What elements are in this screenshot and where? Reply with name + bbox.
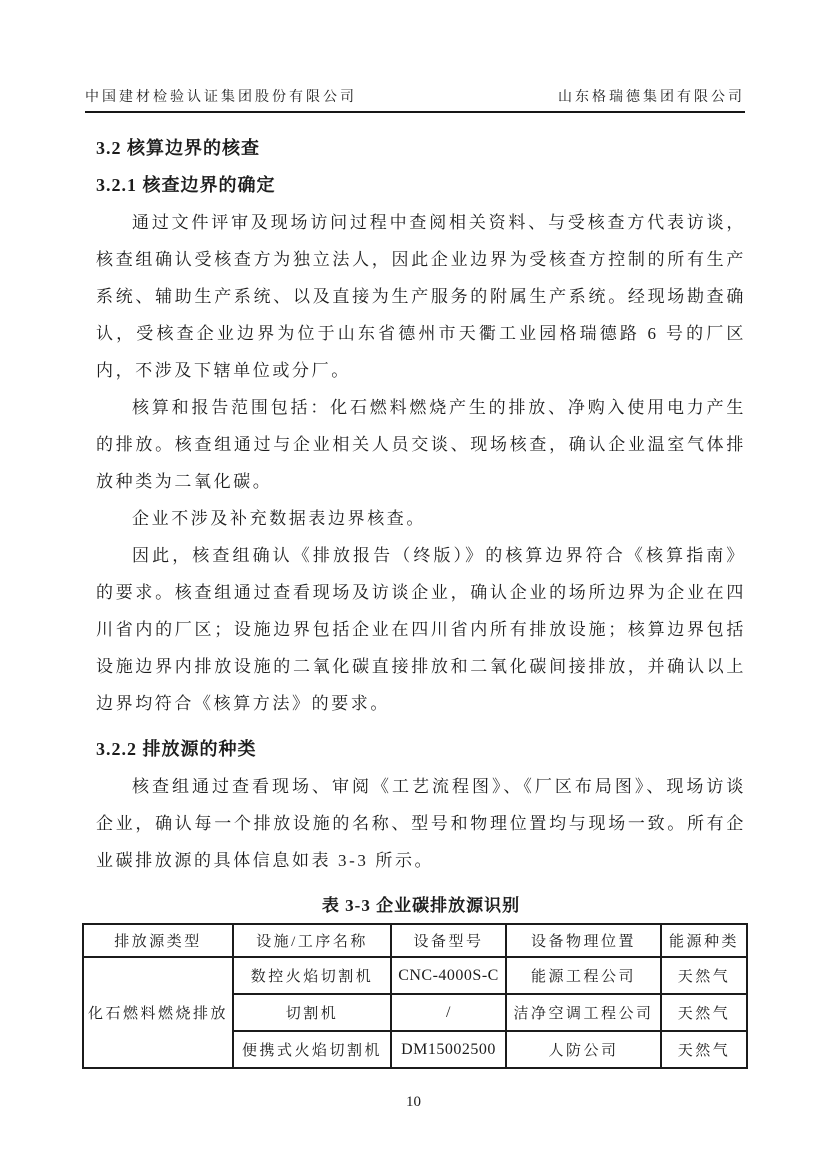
cell-energy: 天然气 xyxy=(661,957,747,994)
cell-energy: 天然气 xyxy=(661,994,747,1031)
cell-location: 人防公司 xyxy=(506,1031,661,1068)
col-header-source-type: 排放源类型 xyxy=(83,924,233,957)
cell-source-type: 化石燃料燃烧排放 xyxy=(83,957,233,1068)
document-body xyxy=(87,130,746,1069)
col-header-energy-type: 能源种类 xyxy=(661,924,747,957)
cell-facility: 便携式火焰切割机 xyxy=(233,1031,391,1068)
col-header-equipment-model: 设备型号 xyxy=(391,924,506,957)
cell-location: 能源工程公司 xyxy=(506,957,661,994)
paragraph-supplementary-data: 企业不涉及补充数据表边界核查。 xyxy=(132,509,426,528)
cell-facility: 数控火焰切割机 xyxy=(233,957,391,994)
paragraph-reporting-scope: 核算和报告范围包括：化石燃料燃烧产生的排放、净购入使用电力产生的排放。核查组通过与企业相关人员交谈、现场核查，确认企业温室气体排放种类为二氧化碳。 xyxy=(96,398,746,491)
section-heading-3-2: 3.2 核算边界的核查 xyxy=(96,138,260,158)
col-header-physical-location: 设备物理位置 xyxy=(506,924,661,957)
table-row xyxy=(83,957,747,994)
cell-energy: 天然气 xyxy=(661,1031,747,1068)
col-header-facility-name: 设施/工序名称 xyxy=(233,924,391,957)
page-number: 10 xyxy=(406,1094,421,1110)
paragraph-boundary-conclusion: 因此，核查组确认《排放报告（终版）》的核算边界符合《核算指南》的要求。核查组通过查看现场及访谈企业，确认企业的场所边界为企业在四川省内的厂区；设施边界包括企业在四川省内所有排放设施；核算边界包括设施边界内排放设施的二氧化碳直接排放和二氧化碳间接排放，并确认以上边界均符合《核算方法》的要求。 xyxy=(96,546,746,713)
page-header xyxy=(85,86,745,113)
cell-model: DM15002500 xyxy=(391,1031,506,1068)
paragraph-emission-sources: 核查组通过查看现场、审阅《工艺流程图》、《厂区布局图》、现场访谈企业，确认每一个排放设施的名称、型号和物理位置均与现场一致。所有企业碳排放源的具体信息如表 3-3 所示。 xyxy=(96,777,746,870)
cell-facility: 切割机 xyxy=(233,994,391,1031)
emission-source-table xyxy=(82,923,748,1069)
paragraph-boundary-confirmation: 通过文件评审及现场访问过程中查阅相关资料、与受核查方代表访谈，核查组确认受核查方为独立法人，因此企业边界为受核查方控制的所有生产系统、辅助生产系统、以及直接为生产服务的附属生产系统。经现场勘查确认，受核查企业边界为位于山东省德州市天衢工业园格瑞德路 6 号的厂区内，不涉及下辖单位或分厂。 xyxy=(96,213,746,380)
table-caption: 表 3-3 企业碳排放源识别 xyxy=(321,896,521,915)
header-right-company: 山东格瑞德集团有限公司 xyxy=(558,90,745,105)
cell-location: 洁净空调工程公司 xyxy=(506,994,661,1031)
cell-model: / xyxy=(391,994,506,1031)
cell-model: CNC-4000S-C xyxy=(391,957,506,994)
section-heading-3-2-2: 3.2.2 排放源的种类 xyxy=(96,739,257,759)
table-header-row xyxy=(83,924,747,957)
header-left-company: 中国建材检验认证集团股份有限公司 xyxy=(85,90,357,105)
section-heading-3-2-1: 3.2.1 核查边界的确定 xyxy=(96,175,276,195)
